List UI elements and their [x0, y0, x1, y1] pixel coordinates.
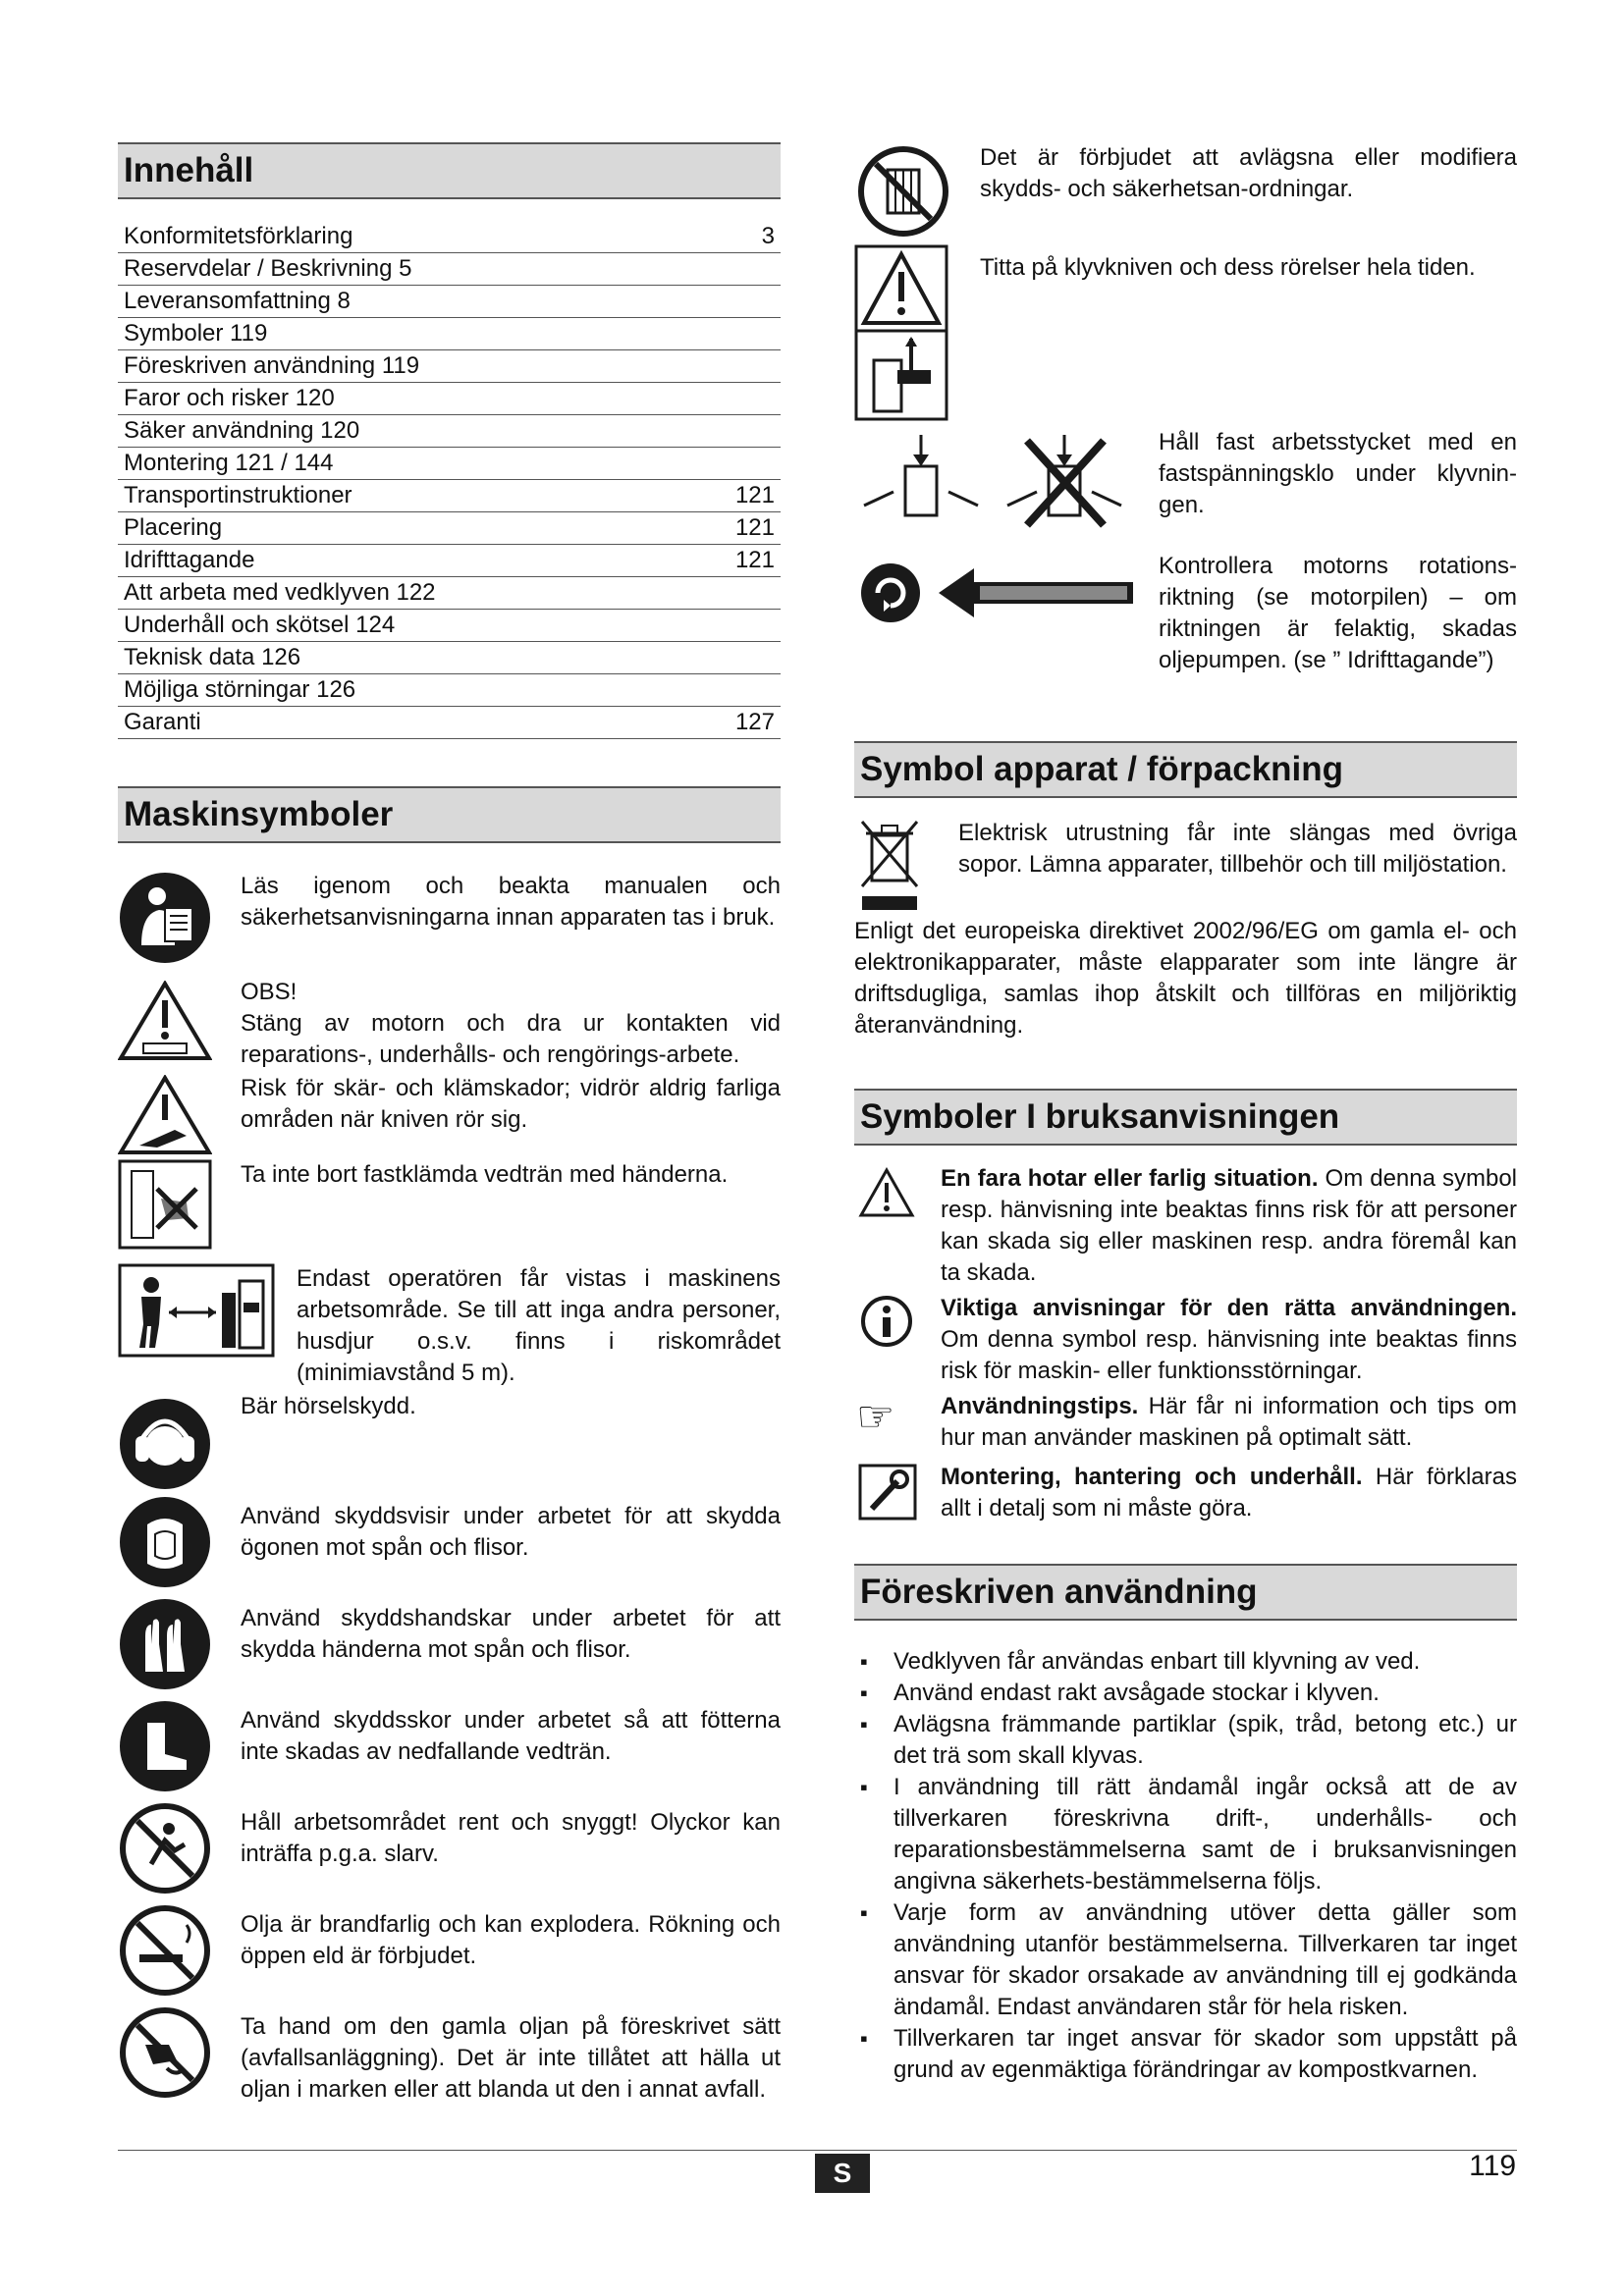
symbol-text: Håll fast arbetsstycket med en fastspänningsklo under klyvnin-gen.	[1159, 429, 1517, 518]
info-icon	[860, 1295, 913, 1348]
right-column	[854, 142, 1517, 2086]
symbol-row-visor	[118, 1495, 781, 1597]
toc-title: Innehåll	[118, 142, 781, 199]
pointing-hand-icon: ☞	[856, 1393, 895, 1441]
toc-label: Säker användning 120	[124, 417, 360, 444]
manual-symbol-danger	[854, 1163, 1517, 1289]
warning-watch-blade-icon	[854, 244, 948, 421]
symbol-text: Om denna symbol resp. hänvisning inte beaktas finns risk för maskin- eller funktionsstörningar.	[941, 1326, 1517, 1384]
toc-page: 121	[734, 482, 775, 508]
language-badge: S	[815, 2154, 870, 2193]
toc-page: 3	[761, 223, 775, 249]
toc-page: 127	[734, 709, 775, 735]
symbol-text: Stäng av motorn och dra ur kontakten vid reparations-, underhålls- och rengörings-arbete.	[241, 1010, 781, 1068]
no-modify-guards-icon	[856, 144, 950, 239]
no-oil-dumping-icon	[118, 2005, 212, 2100]
symbol-text: Håll arbetsområdet rent och snyggt! Olyckor kan inträffa p.g.a. slarv.	[241, 1809, 781, 1867]
toc-row	[118, 480, 781, 512]
manual-symbol-info	[854, 1293, 1517, 1387]
symbol-row-clean-area	[118, 1801, 781, 1903]
symbol-text: Ta inte bort fastklämda vedträn med händerna.	[241, 1161, 729, 1188]
symbol-row-cut-risk	[118, 1073, 781, 1159]
symbol-row-no-modify-guards	[854, 142, 1517, 244]
symbol-row-weee	[854, 818, 1517, 916]
toc-label: Leveransomfattning 8	[124, 288, 351, 314]
symbol-text: Titta på klyvkniven och dess rörelser hela tiden.	[980, 254, 1476, 281]
motor-rotation-arrow-icon	[858, 561, 1143, 625]
symbol-text: Här förklaras allt i detalj som ni måste göra.	[941, 1464, 1517, 1522]
footer-rule	[118, 2150, 1517, 2151]
symbol-text: Det är förbjudet att avlägsna eller modifiera skydds- och säkerhetsan-ordningar.	[980, 144, 1517, 202]
symbol-text: Använd skyddshandskar under arbetet för att skydda händerna mot spån och flisor.	[241, 1605, 781, 1663]
toc-row	[118, 350, 781, 383]
symbol-text: Kontrollera motorns rotations-riktning (se motorpilen) – om riktningen är felaktig, skadas oljepumpen. (se ” Idrifttagande”)	[1159, 553, 1517, 673]
symbol-row-read-manual	[118, 871, 781, 969]
symbol-apparat-title: Symbol apparat / förpackning	[854, 741, 1517, 798]
toc-label: Idrifttagande	[124, 547, 255, 573]
toc-page: 121	[734, 547, 775, 573]
table-of-contents	[118, 221, 781, 739]
toc-row	[118, 707, 781, 739]
manual-symbol-tip	[854, 1391, 1517, 1454]
clamp-workpiece-icon	[854, 427, 1139, 535]
toc-row	[118, 610, 781, 642]
manual-symbol-wrench	[854, 1462, 1517, 1524]
toc-row	[118, 221, 781, 253]
intended-use-title: Föreskriven användning	[854, 1564, 1517, 1621]
symbol-bold-label: Användningstips.	[941, 1393, 1139, 1419]
weee-bin-icon	[858, 818, 921, 916]
toc-label: Att arbeta med vedklyven 122	[124, 579, 436, 606]
machine-symbols-title: Maskinsymboler	[118, 786, 781, 843]
obs-label: OBS!	[241, 979, 298, 1005]
no-tripping-icon	[118, 1801, 212, 1896]
no-hands-log-icon	[118, 1159, 212, 1250]
warning-hand-blade-icon	[118, 1075, 212, 1155]
toc-row	[118, 253, 781, 286]
symbol-row-oil-disposal	[118, 2005, 781, 2104]
toc-label: Föreskriven användning 119	[124, 352, 420, 379]
symbol-text: Elektrisk utrustning får inte slängas med övriga sopor. Lämna apparater, tillbehör och till miljöstation.	[958, 820, 1517, 878]
symbol-text: Om denna symbol resp. hänvisning inte beaktas finns risk för att personer kan skada sig eller maskinen resp. andra föremål kan ta skada.	[941, 1165, 1517, 1286]
toc-label: Transportinstruktioner	[124, 482, 352, 508]
no-smoking-icon	[118, 1903, 212, 1998]
symbol-bold-label: Montering, hantering och underhåll.	[941, 1464, 1363, 1490]
symbol-row-hearing	[118, 1391, 781, 1495]
symbol-row-clamp	[854, 427, 1517, 551]
symbol-row-gloves	[118, 1597, 781, 1699]
symbol-text: Använd skyddsvisir under arbetet för att skydda ögonen mot spån och flisor.	[241, 1503, 781, 1561]
toc-row	[118, 448, 781, 480]
weee-directive-text: Enligt det europeiska direktivet 2002/96/EG om gamla el- och elektronikapparater, måste elapparater som inte längre är driftsdugliga, samlas ihop åtskilt och tillföras en miljöriktig återanvändning.	[854, 918, 1517, 1039]
toc-row	[118, 642, 781, 674]
symbol-row-watch-blade	[854, 244, 1517, 427]
list-item: ▪ Tillverkaren tar inget ansvar för skador som uppstått på grund av egenmäktiga förändringar av kompostkvarnen.	[854, 2023, 1517, 2086]
list-item: ▪ Varje form av användning utöver detta gäller som användning utanför bestämmelserna. Tillverkaren tar inget ansvar för skador orsakade av användning till ej godkända ändamål. Endast användaren står för hela risken.	[854, 1897, 1517, 2023]
toc-label: Konformitetsförklaring	[124, 223, 353, 249]
toc-label: Reservdelar / Beskrivning 5	[124, 255, 412, 282]
list-item: ▪ I användning till rätt ändamål ingår också att de av tillverkaren föreskrivna drift-, underhålls- och reparationsbestämmelserna samt de i bruksanvisningen angivna säkerhets-bestämmelserna följs.	[854, 1772, 1517, 1897]
toc-label: Garanti	[124, 709, 201, 735]
toc-label: Montering 121 / 144	[124, 450, 334, 476]
symbol-row-no-hands	[118, 1159, 781, 1257]
symbol-row-rotation	[854, 551, 1517, 708]
symbol-row-no-fire	[118, 1903, 781, 2005]
toc-row	[118, 286, 781, 318]
toc-row	[118, 674, 781, 707]
operator-distance-icon	[118, 1263, 275, 1358]
toc-label: Symboler 119	[124, 320, 268, 347]
symbol-text: Endast operatören får vistas i maskinens arbetsområde. Se till att inga andra personer, husdjur o.s.v. finns i riskområdet (minimiavstånd 5 m).	[297, 1265, 781, 1386]
symbol-text: Bär hörselskydd.	[241, 1393, 416, 1419]
warning-unplug-icon	[118, 981, 212, 1061]
symbol-bold-label: Viktiga anvisningar för den rätta användningen.	[941, 1295, 1517, 1321]
toc-label: Placering	[124, 514, 223, 541]
toc-row	[118, 318, 781, 350]
symbol-row-boots	[118, 1699, 781, 1801]
symbol-text: Här får ni information och tips om hur man använder maskinen på optimalt sätt.	[941, 1393, 1517, 1451]
gloves-icon	[118, 1597, 212, 1691]
toc-label: Teknisk data 126	[124, 644, 301, 670]
page-number: 119	[1469, 2150, 1516, 2182]
symbol-text: Olja är brandfarlig och kan explodera. Rökning och öppen eld är förbjudet.	[241, 1911, 781, 1969]
left-column	[118, 142, 781, 2104]
face-visor-icon	[118, 1495, 212, 1589]
toc-row	[118, 383, 781, 415]
symbol-row-operator-only	[118, 1263, 781, 1391]
symbol-text: Risk för skär- och klämskador; vidrör aldrig farliga områden när kniven rör sig.	[241, 1075, 781, 1133]
toc-page: 121	[734, 514, 775, 541]
symbol-row-unplug	[118, 977, 781, 1071]
list-item: ▪ Använd endast rakt avsågade stockar i klyven.	[854, 1678, 1517, 1709]
symbol-bold-label: En fara hotar eller farlig situation.	[941, 1165, 1319, 1192]
symbol-text: Ta hand om den gamla oljan på föreskrivet sätt (avfallsanläggning). Det är inte tillåtet att hälla ut oljan i marken eller att blanda ut den i annat avfall.	[241, 2013, 781, 2103]
list-item: ▪ Avlägsna främmande partiklar (spik, tråd, betong etc.) ur det trä som skall klyvas.	[854, 1709, 1517, 1772]
read-manual-icon	[118, 871, 212, 965]
toc-label: Underhåll och skötsel 124	[124, 612, 396, 638]
wrench-icon	[858, 1464, 917, 1521]
symbol-text: Använd skyddsskor under arbetet så att fötterna inte skadas av nedfallande vedträn.	[241, 1707, 781, 1765]
toc-label: Faror och risker 120	[124, 385, 335, 411]
hearing-protection-icon	[118, 1397, 212, 1491]
toc-row	[118, 512, 781, 545]
list-item: ▪ Vedklyven får användas enbart till klyvning av ved.	[854, 1646, 1517, 1678]
symbol-text: Läs igenom och beakta manualen och säkerhetsanvisningarna innan apparaten tas i bruk.	[241, 873, 781, 931]
toc-label: Möjliga störningar 126	[124, 676, 356, 703]
toc-row	[118, 415, 781, 448]
safety-boots-icon	[118, 1699, 212, 1793]
intended-use-list	[854, 1646, 1517, 2086]
danger-triangle-icon	[858, 1167, 915, 1218]
toc-row	[118, 545, 781, 577]
symbols-manual-title: Symboler I bruksanvisningen	[854, 1089, 1517, 1146]
toc-row	[118, 577, 781, 610]
